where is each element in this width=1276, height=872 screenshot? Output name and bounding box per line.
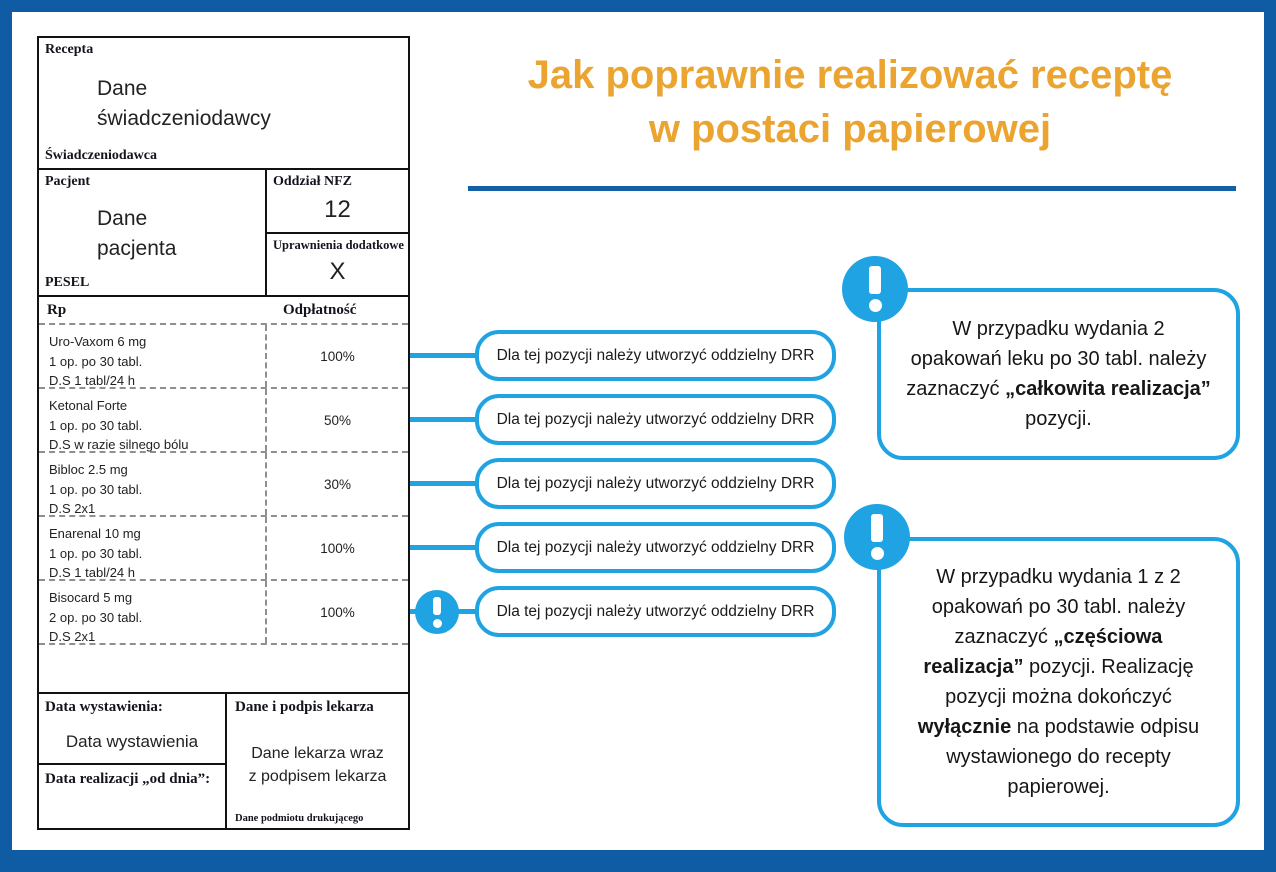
nfz-column <box>265 170 408 295</box>
note-text: W przypadku wydania 1 z 2 opakowań po 30 tabl. należy zaznaczyć „częściowa realizacja” pozycji. Realizację pozycji można dokończyć wyłącznie na podstawie odpisu wystawionego do recepty papierowej. <box>917 566 1200 798</box>
connector-line-2 <box>410 417 477 422</box>
entitlements-value: X <box>329 258 346 285</box>
patient-section <box>39 170 408 295</box>
payment-label: Odpłatność <box>283 301 357 318</box>
exclamation-icon-small <box>415 590 459 634</box>
doctor-cell <box>225 694 408 828</box>
prescription-form <box>37 36 410 830</box>
rx-payment: 100% <box>265 517 408 579</box>
dates-section <box>39 692 408 828</box>
exclamation-dot <box>433 619 442 628</box>
rx-row-2 <box>39 389 408 453</box>
provider-section <box>39 38 408 170</box>
note-full-realization <box>877 288 1240 460</box>
rx-payment: 30% <box>265 453 408 515</box>
entitlements-cell <box>267 234 408 295</box>
exclamation-bar <box>871 514 883 542</box>
rx-payment: 100% <box>265 325 408 387</box>
rx-item: Uro-Vaxom 6 mg 1 op. po 30 tabl. D.S 1 tabl/24 h <box>49 334 147 388</box>
rx-row-4 <box>39 517 408 581</box>
rp-label: Rp <box>47 301 67 318</box>
exclamation-icon-top <box>842 256 908 322</box>
exclamation-dot <box>869 299 882 312</box>
issue-date-value: Data wystawienia <box>65 732 199 751</box>
drr-bubble-5: Dla tej pozycji należy utworzyć oddzielny DRR <box>475 586 836 637</box>
rx-item: Ketonal Forte 1 op. po 30 tabl. D.S w razie silnego bólu <box>49 398 189 452</box>
divider <box>39 763 225 765</box>
doctor-label: Dane i podpis lekarza <box>235 699 374 715</box>
patient-label: Pacjent <box>45 174 91 189</box>
rx-item: Bisocard 5 mg 2 op. po 30 tabl. D.S 2x1 <box>49 590 143 644</box>
nfz-cell <box>267 170 408 234</box>
drr-bubble-1: Dla tej pozycji należy utworzyć oddzielny DRR <box>475 330 836 381</box>
exclamation-bar <box>433 597 441 615</box>
rx-payment: 100% <box>265 581 408 643</box>
patient-cell <box>39 170 265 295</box>
exclamation-dot <box>871 547 884 560</box>
provider-value: Dane świadczeniodawcy <box>97 77 271 131</box>
provider-label: Świadczeniodawca <box>45 148 157 163</box>
realization-date-label: Data realizacji „od dnia”: <box>45 771 211 787</box>
patient-value: Dane pacjenta <box>97 207 177 261</box>
connector-line-4 <box>410 545 477 550</box>
doctor-value: Dane lekarza wraz z podpisem lekarza <box>248 745 387 786</box>
issue-date-cell <box>39 694 225 828</box>
note-partial-realization <box>877 537 1240 827</box>
note-text: W przypadku wydania 2 opakowań leku po 30 tabl. należy zaznaczyć „całkowita realizacja” pozycji. <box>906 318 1211 430</box>
nfz-label: Oddział NFZ <box>273 174 352 189</box>
recepta-label: Recepta <box>45 42 94 57</box>
printer-label: Dane podmiotu drukującego <box>235 813 364 824</box>
entitlements-label: Uprawnienia dodatkowe <box>273 238 404 252</box>
title-underline <box>468 186 1236 191</box>
exclamation-icon-bottom <box>844 504 910 570</box>
pesel-label: PESEL <box>45 275 90 290</box>
rp-header-row <box>39 295 408 325</box>
rx-item: Bibloc 2.5 mg 1 op. po 30 tabl. D.S 2x1 <box>49 462 143 516</box>
exclamation-bar <box>869 266 881 294</box>
nfz-value: 12 <box>324 196 351 223</box>
rx-row-5 <box>39 581 408 645</box>
drr-bubble-2: Dla tej pozycji należy utworzyć oddzielny DRR <box>475 394 836 445</box>
connector-line-3 <box>410 481 477 486</box>
connector-line-1 <box>410 353 477 358</box>
rx-row-1 <box>39 325 408 389</box>
issue-date-label: Data wystawienia: <box>45 699 163 715</box>
page-title: Jak poprawnie realizować receptę w postaci papierowej <box>527 53 1173 151</box>
rx-item: Enarenal 10 mg 1 op. po 30 tabl. D.S 1 tabl/24 h <box>49 526 143 580</box>
drr-bubble-4: Dla tej pozycji należy utworzyć oddzielny DRR <box>475 522 836 573</box>
drr-bubble-3: Dla tej pozycji należy utworzyć oddzielny DRR <box>475 458 836 509</box>
rx-payment: 50% <box>265 389 408 451</box>
rx-row-3 <box>39 453 408 517</box>
